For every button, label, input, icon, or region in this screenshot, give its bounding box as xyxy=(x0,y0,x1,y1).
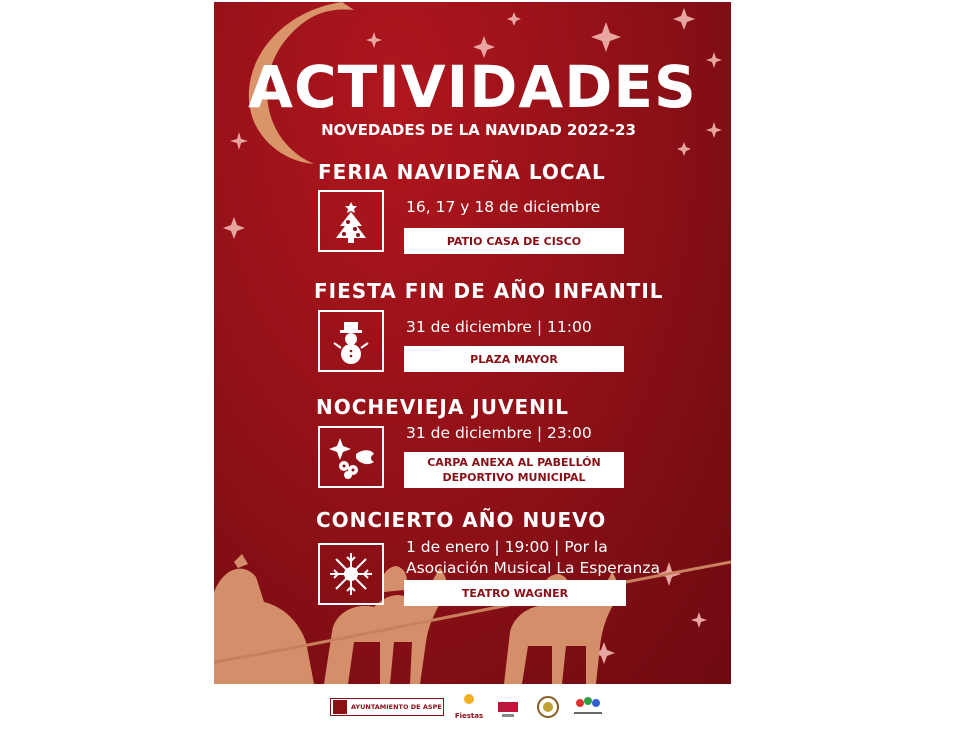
event-date-feria: 16, 17 y 18 de diciembre xyxy=(406,198,601,216)
event-date-concierto-line-1: 1 de enero | 19:00 | Por la xyxy=(406,538,608,556)
event-venue-concierto xyxy=(404,580,626,606)
poster-title: ACTIVIDADES xyxy=(248,53,697,121)
event-title-concierto: CONCIERTO AÑO NUEVO xyxy=(316,508,607,532)
snowflake-icon xyxy=(318,543,384,605)
fiestas-label: Fiestas xyxy=(454,712,484,720)
snowman-icon xyxy=(318,310,384,372)
venue-label-line-2: DEPORTIVO MUNICIPAL xyxy=(442,471,586,484)
venue-label-line-1: CARPA ANEXA AL PABELLÓN xyxy=(427,456,601,469)
anniversary-logo xyxy=(496,694,520,720)
event-title-nochevieja: NOCHEVIEJA JUVENIL xyxy=(316,395,570,419)
aspe-label: AYUNTAMIENTO DE ASPE xyxy=(351,703,442,711)
ayuntamiento-aspe-logo xyxy=(330,698,444,716)
event-venue-nochevieja xyxy=(404,452,624,488)
event-date-concierto-line-2: Asociación Musical La Esperanza xyxy=(406,559,661,577)
coat-of-arms-icon xyxy=(333,700,347,714)
event-venue-fiesta xyxy=(404,346,624,372)
association-logo xyxy=(536,694,560,720)
poster-subtitle: NOVEDADES DE LA NAVIDAD 2022-23 xyxy=(321,121,636,139)
event-date-nochevieja: 31 de diciembre | 23:00 xyxy=(406,424,592,442)
sun-icon xyxy=(464,694,474,704)
sponsor-logos xyxy=(330,694,620,724)
venue-label: PATIO CASA DE CISCO xyxy=(446,234,582,248)
venue-label: PLAZA MAYOR xyxy=(470,352,558,366)
fiestas-logo xyxy=(454,694,484,720)
venue-label: TEATRO WAGNER xyxy=(461,586,569,600)
christmas-activities-poster xyxy=(214,2,731,684)
event-title-feria: FERIA NAVIDEÑA LOCAL xyxy=(318,160,606,184)
event-venue-feria xyxy=(404,228,624,254)
event-title-fiesta: FIESTA FIN DE AÑO INFANTIL xyxy=(314,279,664,303)
cultural-logo xyxy=(570,694,606,720)
event-date-fiesta: 31 de diciembre | 11:00 xyxy=(406,318,592,336)
holly-icon xyxy=(318,426,384,488)
christmas-tree-icon xyxy=(318,190,384,252)
